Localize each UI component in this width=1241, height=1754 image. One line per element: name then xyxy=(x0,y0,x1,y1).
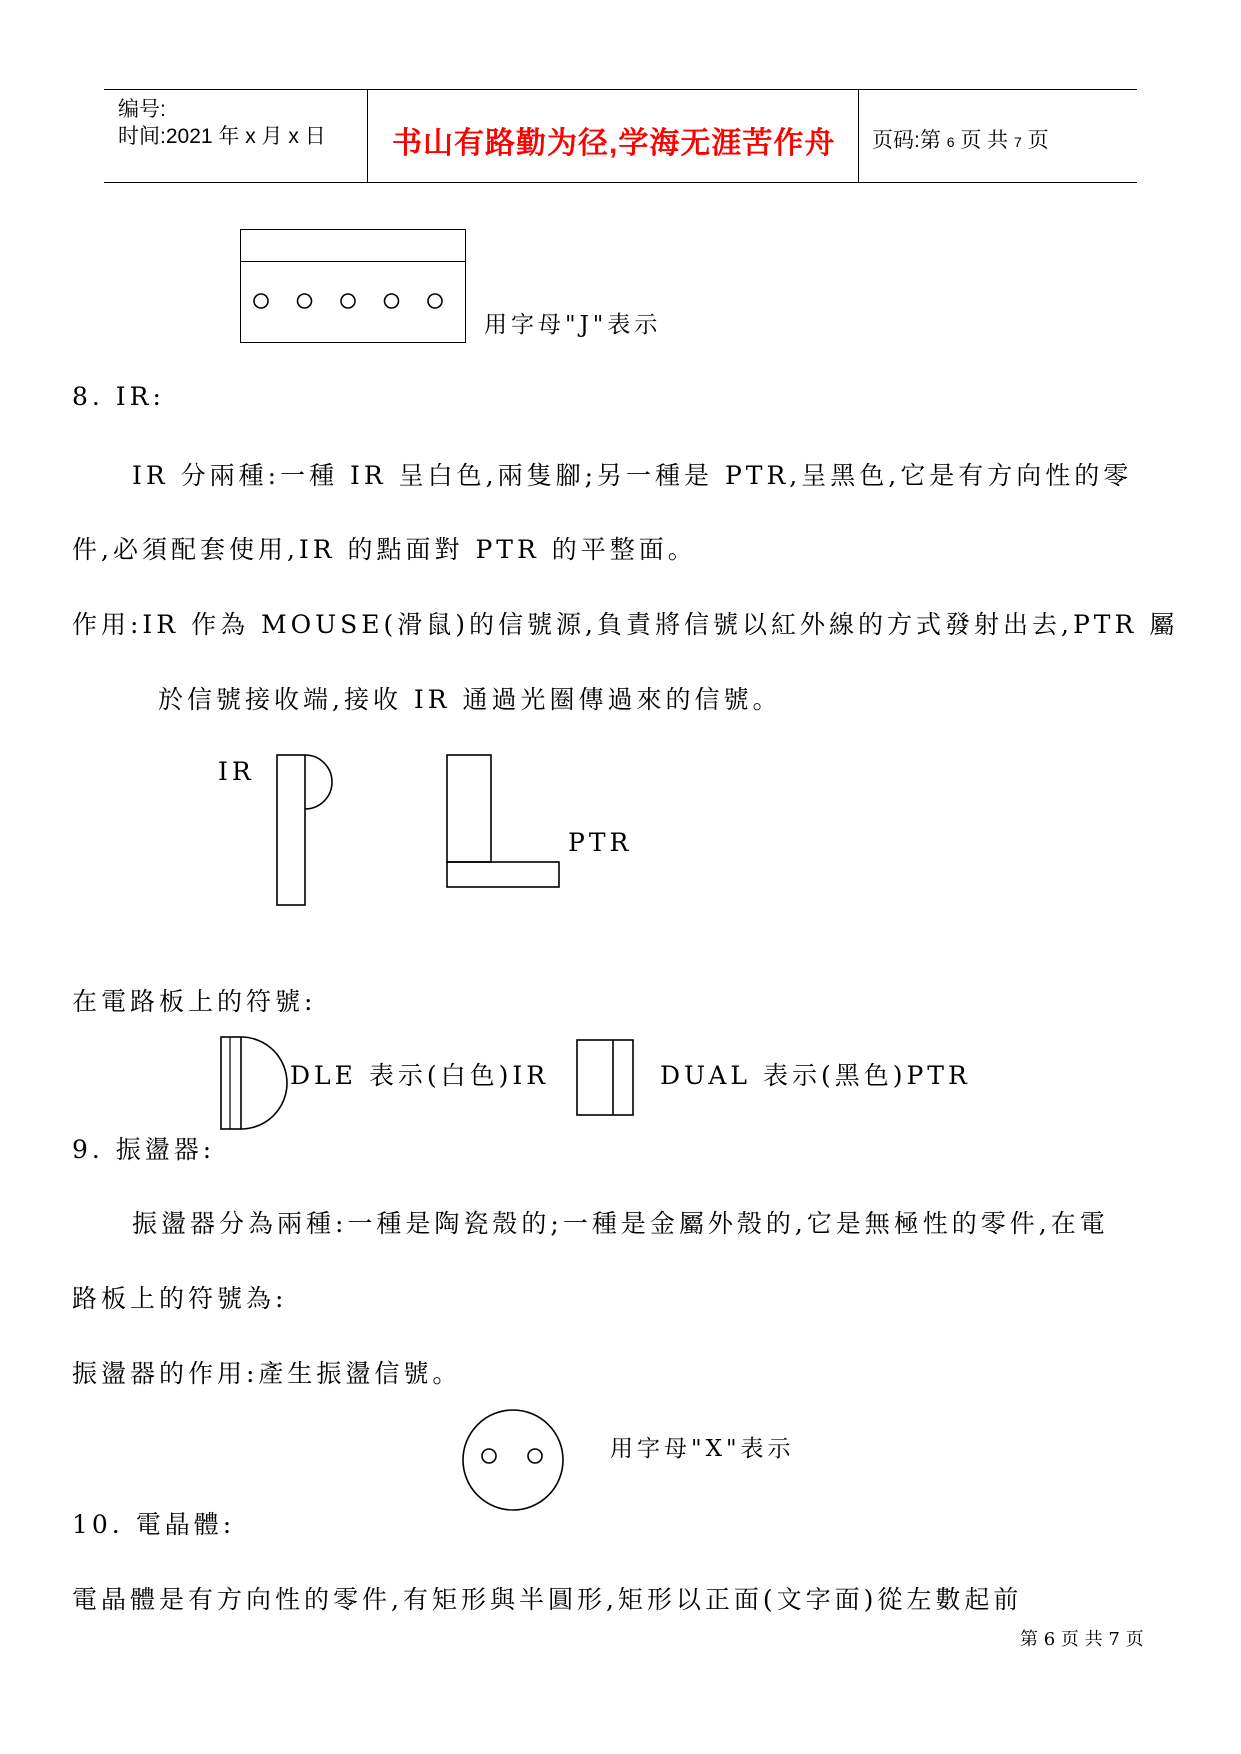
ir-para2-line1: 作用:IR 作為 MOUSE(滑鼠)的信號源,負責將信號以紅外線的方式發射出去,PTR 屬 xyxy=(72,610,1179,639)
page-end: 页 xyxy=(1027,129,1049,152)
connector-pin xyxy=(298,294,312,308)
ptr-board-symbol-caption: DUAL 表示(黑色)PTR xyxy=(660,1061,971,1090)
transistor-heading: 10. 電晶體: xyxy=(72,1510,236,1539)
header-time-label: 时间:2021 年 x 月 x 日 xyxy=(118,125,326,148)
page-current: 6 xyxy=(946,134,955,150)
ir-heading: 8. IR: xyxy=(72,382,165,411)
footer-suffix: 页 xyxy=(1125,1629,1144,1650)
ir-para1-line1: IR 分兩種:一種 IR 呈白色,兩隻腳;另一種是 PTR,呈黑色,它是有方向性的零 xyxy=(132,461,1133,490)
header-top-rule xyxy=(104,89,1137,90)
ptr-diagram-shape xyxy=(446,754,561,889)
footer-current: 6 xyxy=(1043,1629,1056,1650)
transistor-para1: 電晶體是有方向性的零件,有矩形與半圓形,矩形以正面(文字面)從左數起前 xyxy=(72,1585,1023,1614)
connector-pin xyxy=(385,294,399,308)
footer-prefix: 第 xyxy=(1020,1629,1038,1650)
footer-total: 7 xyxy=(1108,1629,1120,1650)
page-total: 7 xyxy=(1014,134,1022,150)
oscillator-caption: 用字母"X"表示 xyxy=(610,1436,795,1462)
oscillator-para1-line2: 路板上的符號為: xyxy=(72,1284,288,1313)
ptr-board-symbol xyxy=(576,1039,638,1119)
oscillator-symbol xyxy=(461,1408,565,1512)
ir-para2-line2: 於信號接收端,接收 IR 通過光圈傳過來的信號。 xyxy=(158,685,782,714)
header-page-indicator xyxy=(872,124,1049,154)
header-divider-left xyxy=(367,90,368,183)
oscillator-heading: 9. 振盪器: xyxy=(72,1135,216,1164)
board-symbol-heading: 在電路板上的符號: xyxy=(72,987,317,1016)
ir-board-symbol xyxy=(220,1036,290,1136)
ir-diagram-shape xyxy=(276,754,346,914)
header-number-label: 编号: xyxy=(118,98,166,121)
oscillator-para1-line1: 振盪器分為兩種:一種是陶瓷殼的;一種是金屬外殼的,它是無極性的零件,在電 xyxy=(132,1209,1109,1238)
page-mid: 页 共 xyxy=(960,129,1009,152)
ir-diagram-label: IR xyxy=(218,757,255,786)
page-footer xyxy=(1020,1625,1144,1651)
connector-pins xyxy=(240,288,466,318)
connector-top-bar xyxy=(240,229,466,262)
oscillator-para2: 振盪器的作用:產生振盪信號。 xyxy=(72,1359,462,1388)
ir-para1-line2: 件,必須配套使用,IR 的點面對 PTR 的平整面。 xyxy=(72,535,697,564)
ir-board-symbol-caption: DLE 表示(白色)IR xyxy=(290,1061,550,1090)
connector-pin xyxy=(341,294,355,308)
connector-caption: 用字母"J"表示 xyxy=(484,312,662,338)
header-bottom-rule xyxy=(104,182,1137,183)
page-label: 页码:第 xyxy=(872,129,941,152)
connector-pin xyxy=(254,294,268,308)
footer-mid: 页 共 xyxy=(1060,1629,1103,1650)
header-motto: 书山有路勤为径,学海无涯苦作舟 xyxy=(392,127,836,160)
connector-pin xyxy=(428,294,442,308)
ptr-diagram-label: PTR xyxy=(568,828,633,857)
header-divider-right xyxy=(858,90,859,183)
